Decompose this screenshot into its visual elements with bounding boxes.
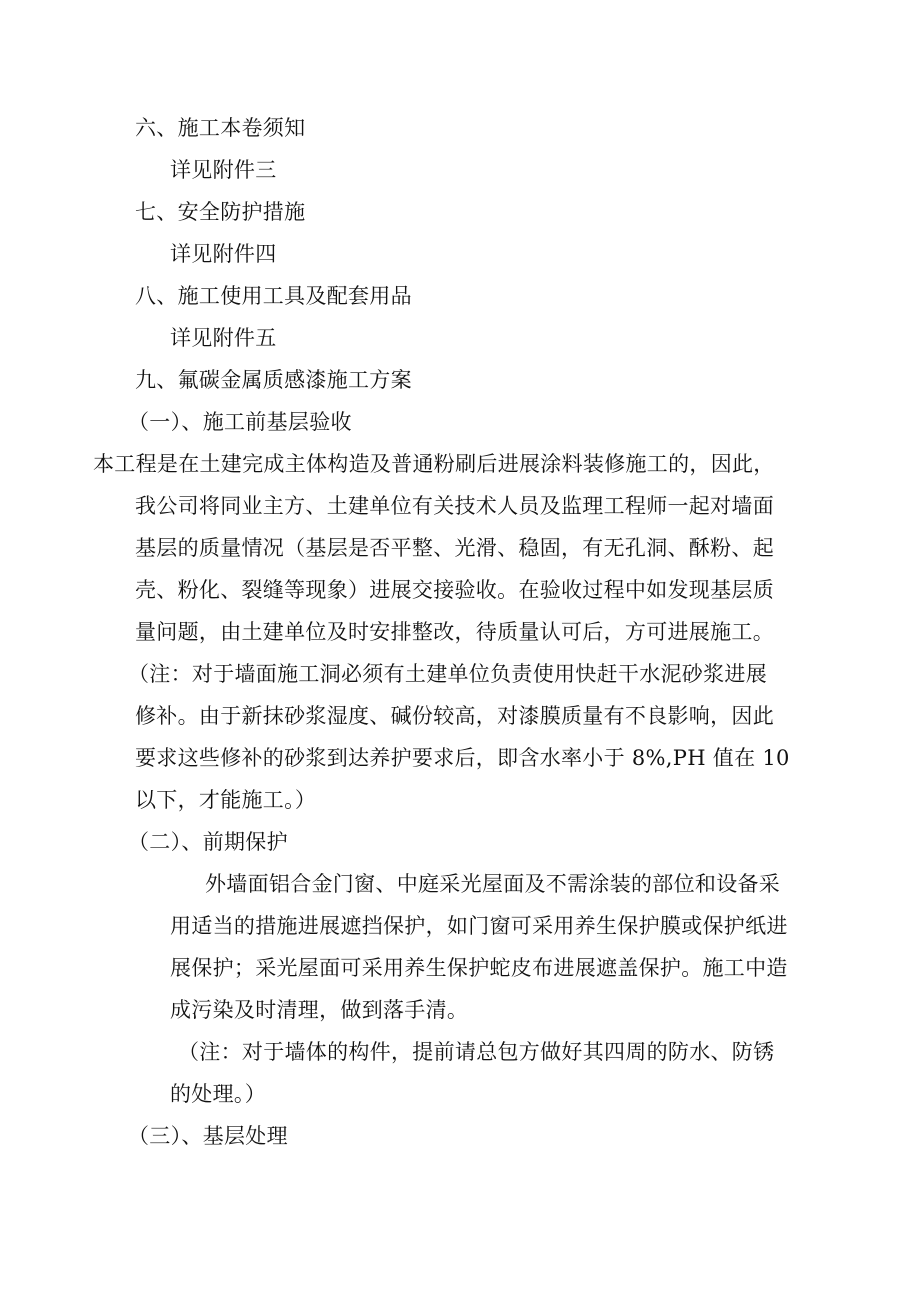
body-line: 量问题，由土建单位及时安排整改，待质量认可后，方可进展施工。 <box>135 620 774 644</box>
body-line: 本工程是在土建完成主体构造及普通粉刷后进展涂料装修施工的，因此， <box>93 452 775 476</box>
note-line: 的处理。） <box>170 1082 266 1106</box>
note-line: （注：对于墙体的构件，提前请总包方做好其四周的防水、防锈 <box>178 1040 775 1064</box>
section-heading-6: 六、施工本卷须知 <box>135 116 306 140</box>
section-heading-7: 七、安全防护措施 <box>135 200 306 224</box>
subsection-heading-2: （二）、前期保护 <box>128 830 288 854</box>
subsection-heading-3: （三）、基层处理 <box>128 1124 288 1148</box>
body-line: 展保护；采光屋面可采用养生保护蛇皮布进展遮盖保护。施工中造 <box>170 956 788 980</box>
body-line: 外墙面铝合金门窗、中庭采光屋面及不需涂装的部位和设备采 <box>205 872 781 896</box>
section-heading-9: 九、氟碳金属质感漆施工方案 <box>135 368 412 392</box>
subsection-heading-1: （一）、施工前基层验收 <box>128 410 352 434</box>
section-heading-8: 八、施工使用工具及配套用品 <box>135 284 412 308</box>
body-line: 详见附件三 <box>170 158 277 182</box>
body-line: 基层的质量情况（基层是否平整、光滑、稳固，有无孔洞、酥粉、起 <box>135 536 774 560</box>
body-line: 我公司将同业主方、土建单位有关技术人员及监理工程师一起对墙面 <box>135 494 774 518</box>
body-line: 用适当的措施进展遮挡保护，如门窗可采用养生保护膜或保护纸进 <box>170 914 788 938</box>
note-line: 要求这些修补的砂浆到达养护要求后，即含水率小于 8%,PH 值在 10 <box>135 746 790 770</box>
note-line: （注：对于墙面施工洞必须有土建单位负责使用快赶干水泥砂浆进展 <box>128 662 767 686</box>
body-line: 详见附件四 <box>170 242 277 266</box>
body-line: 成污染及时清理，做到落手清。 <box>170 998 469 1022</box>
note-line: 修补。由于新抹砂浆湿度、碱份较高，对漆膜质量有不良影响，因此 <box>135 704 774 728</box>
body-line: 壳、粉化、裂缝等现象）进展交接验收。在验收过程中如发现基层质 <box>135 578 774 602</box>
note-line: 以下，才能施工。） <box>135 788 317 812</box>
body-line: 详见附件五 <box>170 326 277 350</box>
